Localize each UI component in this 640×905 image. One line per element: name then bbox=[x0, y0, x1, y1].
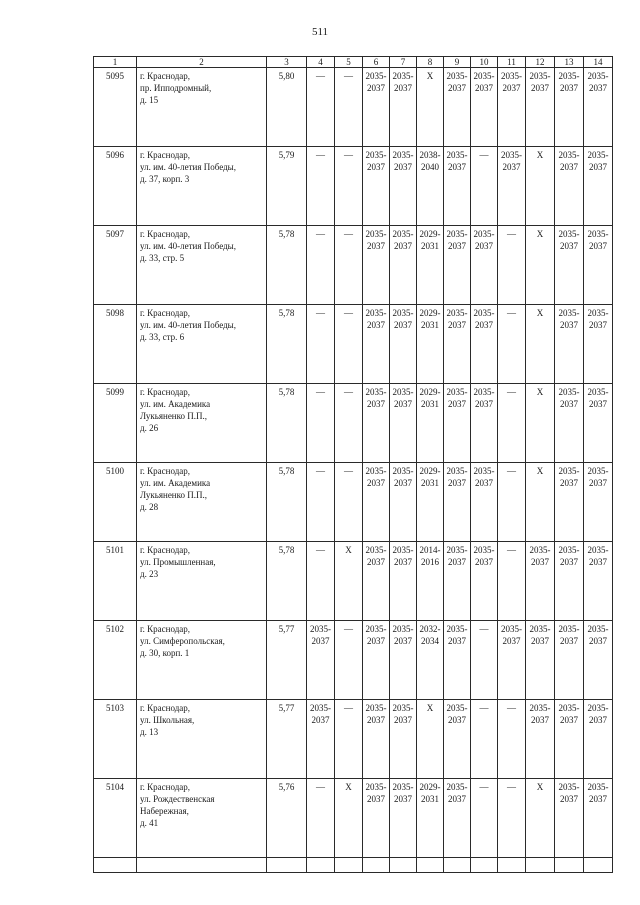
cell-col-11: — bbox=[498, 226, 526, 305]
cell-col-7: 2035- 2037 bbox=[390, 305, 417, 384]
cell-col-5: — bbox=[335, 68, 363, 147]
spacer-cell bbox=[584, 858, 613, 873]
cell-col-12: X bbox=[526, 226, 555, 305]
table-row bbox=[94, 700, 613, 779]
index-value: 5,78 bbox=[267, 463, 307, 542]
cell-col-5: X bbox=[335, 542, 363, 621]
cell-col-14: 2035- 2037 bbox=[584, 463, 613, 542]
spacer-cell bbox=[307, 858, 335, 873]
index-value: 5,77 bbox=[267, 621, 307, 700]
cell-col-6: 2035- 2037 bbox=[363, 68, 390, 147]
cell-col-13: 2035- 2037 bbox=[555, 542, 584, 621]
cell-col-10: 2035- 2037 bbox=[471, 68, 498, 147]
table-body bbox=[94, 57, 613, 873]
cell-col-14: 2035- 2037 bbox=[584, 226, 613, 305]
cell-col-10: 2035- 2037 bbox=[471, 542, 498, 621]
cell-col-14: 2035- 2037 bbox=[584, 779, 613, 858]
cell-col-9: 2035- 2037 bbox=[444, 542, 471, 621]
cell-col-9: 2035- 2037 bbox=[444, 621, 471, 700]
cell-col-11: — bbox=[498, 305, 526, 384]
table-row bbox=[94, 463, 613, 542]
cell-col-6: 2035- 2037 bbox=[363, 542, 390, 621]
cell-col-4: — bbox=[307, 68, 335, 147]
table-row bbox=[94, 779, 613, 858]
column-header-10: 10 bbox=[471, 57, 498, 68]
address-cell: г. Краснодар, ул. Симферопольская, д. 30, корп. 1 bbox=[137, 621, 267, 700]
spacer-cell bbox=[498, 858, 526, 873]
cell-col-10: — bbox=[471, 621, 498, 700]
cell-col-4: — bbox=[307, 779, 335, 858]
cell-col-6: 2035- 2037 bbox=[363, 147, 390, 226]
cell-col-11: 2035- 2037 bbox=[498, 68, 526, 147]
index-value: 5,80 bbox=[267, 68, 307, 147]
cell-col-11: — bbox=[498, 700, 526, 779]
column-header-2: 2 bbox=[137, 57, 267, 68]
spacer-cell bbox=[363, 858, 390, 873]
spacer-cell bbox=[390, 858, 417, 873]
header-row bbox=[94, 57, 613, 68]
row-number: 5097 bbox=[94, 226, 137, 305]
cell-col-8: X bbox=[417, 700, 444, 779]
cell-col-8: 2029- 2031 bbox=[417, 779, 444, 858]
cell-col-7: 2035- 2037 bbox=[390, 700, 417, 779]
cell-col-9: 2035- 2037 bbox=[444, 463, 471, 542]
cell-col-6: 2035- 2037 bbox=[363, 700, 390, 779]
cell-col-11: — bbox=[498, 779, 526, 858]
column-header-4: 4 bbox=[307, 57, 335, 68]
column-header-12: 12 bbox=[526, 57, 555, 68]
cell-col-6: 2035- 2037 bbox=[363, 305, 390, 384]
row-number: 5101 bbox=[94, 542, 137, 621]
spacer-cell bbox=[94, 858, 137, 873]
column-header-1: 1 bbox=[94, 57, 137, 68]
cell-col-13: 2035- 2037 bbox=[555, 226, 584, 305]
page-number: 511 bbox=[311, 26, 329, 38]
cell-col-5: — bbox=[335, 226, 363, 305]
spacer-cell bbox=[267, 858, 307, 873]
index-value: 5,78 bbox=[267, 305, 307, 384]
cell-col-8: 2029- 2031 bbox=[417, 384, 444, 463]
index-value: 5,76 bbox=[267, 779, 307, 858]
cell-col-7: 2035- 2037 bbox=[390, 542, 417, 621]
cell-col-8: 2029- 2031 bbox=[417, 226, 444, 305]
row-number: 5102 bbox=[94, 621, 137, 700]
cell-col-8: 2038- 2040 bbox=[417, 147, 444, 226]
cell-col-6: 2035- 2037 bbox=[363, 226, 390, 305]
column-header-14: 14 bbox=[584, 57, 613, 68]
row-number: 5098 bbox=[94, 305, 137, 384]
cell-col-11: — bbox=[498, 463, 526, 542]
row-number: 5099 bbox=[94, 384, 137, 463]
spacer-cell bbox=[471, 858, 498, 873]
table-row bbox=[94, 542, 613, 621]
cell-col-5: — bbox=[335, 621, 363, 700]
address-cell: г. Краснодар, ул. им. 40-летия Победы, д. 33, стр. 5 bbox=[137, 226, 267, 305]
cell-col-12: 2035- 2037 bbox=[526, 700, 555, 779]
cell-col-12: X bbox=[526, 463, 555, 542]
cell-col-12: X bbox=[526, 384, 555, 463]
spacer-cell bbox=[335, 858, 363, 873]
index-value: 5,78 bbox=[267, 226, 307, 305]
address-cell: г. Краснодар, ул. Школьная, д. 13 bbox=[137, 700, 267, 779]
cell-col-7: 2035- 2037 bbox=[390, 779, 417, 858]
cell-col-11: 2035- 2037 bbox=[498, 147, 526, 226]
cell-col-14: 2035- 2037 bbox=[584, 68, 613, 147]
cell-col-13: 2035- 2037 bbox=[555, 779, 584, 858]
cell-col-4: — bbox=[307, 384, 335, 463]
cell-col-13: 2035- 2037 bbox=[555, 305, 584, 384]
cell-col-8: 2029- 2031 bbox=[417, 305, 444, 384]
cell-col-13: 2035- 2037 bbox=[555, 384, 584, 463]
cell-col-8: X bbox=[417, 68, 444, 147]
index-value: 5,79 bbox=[267, 147, 307, 226]
cell-col-14: 2035- 2037 bbox=[584, 147, 613, 226]
column-header-11: 11 bbox=[498, 57, 526, 68]
column-header-9: 9 bbox=[444, 57, 471, 68]
cell-col-9: 2035- 2037 bbox=[444, 68, 471, 147]
cell-col-14: 2035- 2037 bbox=[584, 542, 613, 621]
column-header-5: 5 bbox=[335, 57, 363, 68]
address-cell: г. Краснодар, ул. Рождественская Набережная, д. 41 bbox=[137, 779, 267, 858]
cell-col-4: — bbox=[307, 226, 335, 305]
cell-col-14: 2035- 2037 bbox=[584, 700, 613, 779]
spacer-cell bbox=[555, 858, 584, 873]
cell-col-10: 2035- 2037 bbox=[471, 226, 498, 305]
column-header-8: 8 bbox=[417, 57, 444, 68]
cell-col-8: 2032- 2034 bbox=[417, 621, 444, 700]
cell-col-9: 2035- 2037 bbox=[444, 384, 471, 463]
cell-col-10: — bbox=[471, 779, 498, 858]
row-number: 5100 bbox=[94, 463, 137, 542]
cell-col-5: — bbox=[335, 384, 363, 463]
cell-col-14: 2035- 2037 bbox=[584, 384, 613, 463]
table-row bbox=[94, 226, 613, 305]
cell-col-13: 2035- 2037 bbox=[555, 68, 584, 147]
cell-col-4: — bbox=[307, 147, 335, 226]
column-header-13: 13 bbox=[555, 57, 584, 68]
cell-col-9: 2035- 2037 bbox=[444, 147, 471, 226]
cell-col-4: 2035- 2037 bbox=[307, 700, 335, 779]
cell-col-13: 2035- 2037 bbox=[555, 147, 584, 226]
cell-col-4: — bbox=[307, 542, 335, 621]
table-bottom-spacer bbox=[94, 858, 613, 873]
cell-col-5: — bbox=[335, 700, 363, 779]
index-value: 5,77 bbox=[267, 700, 307, 779]
cell-col-9: 2035- 2037 bbox=[444, 305, 471, 384]
cell-col-12: X bbox=[526, 147, 555, 226]
cell-col-4: 2035- 2037 bbox=[307, 621, 335, 700]
table-row bbox=[94, 621, 613, 700]
cell-col-13: 2035- 2037 bbox=[555, 700, 584, 779]
cell-col-12: X bbox=[526, 305, 555, 384]
cell-col-9: 2035- 2037 bbox=[444, 700, 471, 779]
cell-col-5: — bbox=[335, 147, 363, 226]
cell-col-12: 2035- 2037 bbox=[526, 542, 555, 621]
cell-col-5: — bbox=[335, 305, 363, 384]
row-number: 5104 bbox=[94, 779, 137, 858]
cell-col-6: 2035- 2037 bbox=[363, 779, 390, 858]
cell-col-14: 2035- 2037 bbox=[584, 621, 613, 700]
table-row bbox=[94, 68, 613, 147]
cell-col-10: — bbox=[471, 147, 498, 226]
cell-col-4: — bbox=[307, 463, 335, 542]
spacer-cell bbox=[417, 858, 444, 873]
cell-col-5: X bbox=[335, 779, 363, 858]
spacer-cell bbox=[526, 858, 555, 873]
cell-col-11: — bbox=[498, 384, 526, 463]
table-row bbox=[94, 384, 613, 463]
address-cell: г. Краснодар, ул. им. 40-летия Победы, д. 37, корп. 3 bbox=[137, 147, 267, 226]
cell-col-7: 2035- 2037 bbox=[390, 147, 417, 226]
cell-col-6: 2035- 2037 bbox=[363, 463, 390, 542]
cell-col-8: 2029- 2031 bbox=[417, 463, 444, 542]
cell-col-12: 2035- 2037 bbox=[526, 621, 555, 700]
column-header-7: 7 bbox=[390, 57, 417, 68]
address-cell: г. Краснодар, ул. им. Академика Лукьяненко П.П., д. 26 bbox=[137, 384, 267, 463]
index-value: 5,78 bbox=[267, 384, 307, 463]
cell-col-12: X bbox=[526, 779, 555, 858]
cell-col-7: 2035- 2037 bbox=[390, 226, 417, 305]
table-row bbox=[94, 147, 613, 226]
column-header-3: 3 bbox=[267, 57, 307, 68]
register-table bbox=[93, 56, 613, 873]
cell-col-4: — bbox=[307, 305, 335, 384]
cell-col-11: — bbox=[498, 542, 526, 621]
cell-col-6: 2035- 2037 bbox=[363, 384, 390, 463]
spacer-cell bbox=[444, 858, 471, 873]
cell-col-5: — bbox=[335, 463, 363, 542]
cell-col-9: 2035- 2037 bbox=[444, 779, 471, 858]
cell-col-7: 2035- 2037 bbox=[390, 463, 417, 542]
index-value: 5,78 bbox=[267, 542, 307, 621]
cell-col-7: 2035- 2037 bbox=[390, 384, 417, 463]
cell-col-10: 2035- 2037 bbox=[471, 305, 498, 384]
cell-col-10: 2035- 2037 bbox=[471, 463, 498, 542]
address-cell: г. Краснодар, пр. Ипподромный, д. 15 bbox=[137, 68, 267, 147]
row-number: 5095 bbox=[94, 68, 137, 147]
spacer-cell bbox=[137, 858, 267, 873]
cell-col-10: — bbox=[471, 700, 498, 779]
address-cell: г. Краснодар, ул. им. 40-летия Победы, д. 33, стр. 6 bbox=[137, 305, 267, 384]
cell-col-10: 2035- 2037 bbox=[471, 384, 498, 463]
cell-col-8: 2014- 2016 bbox=[417, 542, 444, 621]
address-cell: г. Краснодар, ул. им. Академика Лукьяненко П.П., д. 28 bbox=[137, 463, 267, 542]
cell-col-7: 2035- 2037 bbox=[390, 68, 417, 147]
cell-col-13: 2035- 2037 bbox=[555, 463, 584, 542]
cell-col-7: 2035- 2037 bbox=[390, 621, 417, 700]
row-number: 5103 bbox=[94, 700, 137, 779]
cell-col-9: 2035- 2037 bbox=[444, 226, 471, 305]
cell-col-14: 2035- 2037 bbox=[584, 305, 613, 384]
address-cell: г. Краснодар, ул. Промышленная, д. 23 bbox=[137, 542, 267, 621]
cell-col-13: 2035- 2037 bbox=[555, 621, 584, 700]
cell-col-6: 2035- 2037 bbox=[363, 621, 390, 700]
column-header-6: 6 bbox=[363, 57, 390, 68]
cell-col-12: 2035- 2037 bbox=[526, 68, 555, 147]
row-number: 5096 bbox=[94, 147, 137, 226]
table-row bbox=[94, 305, 613, 384]
cell-col-11: 2035- 2037 bbox=[498, 621, 526, 700]
